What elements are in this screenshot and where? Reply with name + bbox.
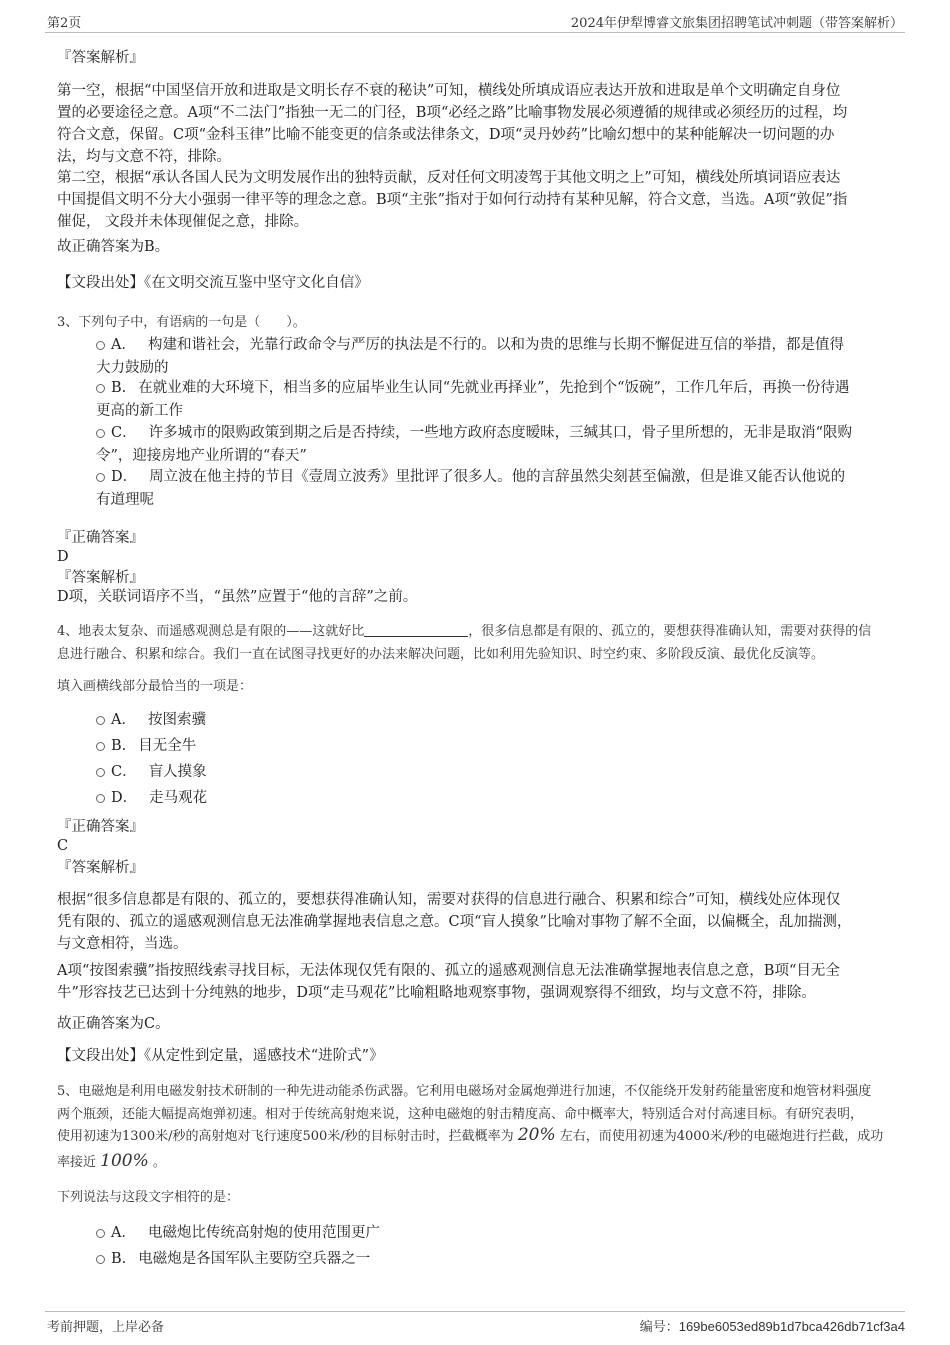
correct-answer-label: 『正确答案』 bbox=[57, 530, 144, 546]
header-divider bbox=[45, 32, 905, 33]
question-prompt: 填入画横线部分最恰当的一项是： bbox=[57, 679, 253, 694]
question-stem: 4、地表太复杂、而遥感观测总是有限的——这就好比 ，很多信息都是有限的、孤立的，要想获得准确认知，需要对获得的信 息进行融合、积累和综合。我们一直在试图寻找更好的办法来解决问题，比如利用先验知识、时空约束、多阶段反演、最优化反演等。 bbox=[57, 624, 872, 662]
text-line: 催促， 文段并未体现催促之意，排除。 bbox=[57, 214, 309, 230]
text-line: 法，均与文意不符，排除。 bbox=[57, 149, 231, 165]
text-line: 中国提倡文明不分大小强弱一律平等的理念之意。B项“主张”指对于如何行动持有某种见解，符合文意，当选。A项“敦促”指 bbox=[57, 192, 848, 208]
answer-conclusion: 故正确答案为B。 bbox=[57, 239, 170, 255]
radio-circle-icon[interactable] bbox=[96, 429, 105, 438]
radio-circle-icon[interactable] bbox=[96, 341, 105, 350]
radio-circle-icon[interactable] bbox=[96, 1255, 105, 1264]
analysis-label: 『答案解析』 bbox=[57, 860, 144, 876]
question-stem: 5、电磁炮是利用电磁发射技术研制的一种先进动能杀伤武器。它利用电磁场对金属炮弹进行加速，不仅能绕开发射药能量密度和炮管材料强度 两个瓶颈，还能大幅提高炮弹初速。相对于传统高射炮来说，这种电磁炮的射击精度高、命中概率大，特别适合对付高速目标。有研究表明， bbox=[57, 1084, 872, 1122]
analysis-paragraph bbox=[57, 167, 887, 233]
radio-circle-icon[interactable] bbox=[96, 1229, 105, 1238]
option-b[interactable]: B. 在就业难的大环境下，相当多的应届毕业生认同“先就业再择业”，先抢到个“饭碗”，工作几年后，再换一份待遇 更高的新工作 bbox=[96, 380, 850, 419]
text-line: 第一空，根据“中国坚信开放和进取是文明长存不衰的秘诀”可知，横线处所填成语应表达开放和进取是单个文明确定自身位 bbox=[57, 83, 841, 99]
radio-circle-icon[interactable] bbox=[96, 768, 105, 777]
option-d[interactable]: D． 走马观花 bbox=[96, 787, 886, 810]
question-stem: 率接近 100% 。 bbox=[57, 1151, 166, 1171]
option-a[interactable]: A． 电磁炮比传统高射炮的使用范围更广 bbox=[96, 1222, 886, 1245]
analysis-paragraph bbox=[57, 960, 887, 1004]
text-line: 置的必要途径之意。A项“不二法门”指独一无二的门径，B项“必经之路”比喻事物发展必须遵循的规律或必须经历的过程，均 bbox=[57, 105, 848, 121]
math-percent: 100% bbox=[100, 1151, 149, 1171]
radio-circle-icon[interactable] bbox=[96, 384, 105, 393]
footer-divider bbox=[45, 1311, 905, 1312]
analysis-label: 『答案解析』 bbox=[57, 570, 144, 586]
option-c[interactable]: C． 许多城市的限购政策到期之后是否持续，一些地方政府态度暧昧，三缄其口，骨子里所想的，无非是取消“限购 令”，迎接房地产业所谓的“春天” bbox=[96, 425, 853, 464]
correct-answer: D bbox=[57, 549, 69, 565]
text-line: 凭有限的、孤立的遥感观测信息无法准确掌握地表信息之意。C项“盲人摸象”比喻对事物了解不全面，以偏概全，乱加揣测， bbox=[57, 914, 852, 930]
question-stem: 使用初速为1300米/秒的高射炮对飞行速度500米/秒的目标射击时，拦截概率为 20% 左右，而使用初速为4000米/秒的电磁炮进行拦截，成功 bbox=[57, 1125, 884, 1145]
option-d[interactable]: D． 周立波在他主持的节目《壹周立波秀》里批评了很多人。他的言辞虽然尖刻甚至偏激，但是谁又能否认他说的 有道理呢 bbox=[96, 469, 846, 508]
text-line: A项“按图索骥”指按照线索寻找目标，无法体现仅凭有限的、孤立的遥感观测信息无法准确掌握地表信息之意，B项“目无全 bbox=[57, 963, 840, 979]
document-code: 编号：169be6053ed89b1d7bca426db71cf3a4 bbox=[639, 1319, 905, 1335]
analysis-paragraph bbox=[57, 80, 887, 168]
radio-circle-icon[interactable] bbox=[96, 716, 105, 725]
radio-circle-icon[interactable] bbox=[96, 742, 105, 751]
analysis-text: D项，关联词语序不当，“虽然”应置于“他的言辞”之前。 bbox=[57, 589, 418, 605]
source-citation: 【文段出处】《从定性到定量，遥感技术“进阶式”》 bbox=[57, 1048, 384, 1064]
page-number: 第2页 bbox=[47, 16, 82, 31]
option-b[interactable]: B. 电磁炮是各国军队主要防空兵器之一 bbox=[96, 1248, 886, 1271]
option-c[interactable]: C． 盲人摸象 bbox=[96, 761, 886, 784]
analysis-paragraph bbox=[57, 889, 887, 955]
radio-circle-icon[interactable] bbox=[96, 794, 105, 803]
answer-conclusion: 故正确答案为C。 bbox=[57, 1016, 170, 1032]
text-line: 根据“很多信息都是有限的、孤立的，要想获得准确认知，需要对获得的信息进行融合、积累和综合”可知，横线处应体现仅 bbox=[57, 892, 841, 908]
document-title: 2024年伊犁博睿文旅集团招聘笔试冲刺题（带答案解析） bbox=[570, 16, 903, 31]
text-line: 第二空，根据“承认各国人民为文明发展作出的独特贡献，反对任何文明凌驾于其他文明之上”可知，横线处所填词语应表达 bbox=[57, 170, 841, 186]
answer-blank bbox=[364, 624, 468, 637]
question-prompt: 下列说法与这段文字相符的是： bbox=[57, 1190, 240, 1205]
correct-answer: C bbox=[57, 838, 69, 854]
math-percent: 20% bbox=[517, 1125, 556, 1145]
radio-circle-icon[interactable] bbox=[96, 473, 105, 482]
text-line: 牛”形容技艺已达到十分纯熟的地步，D项“走马观花”比喻粗略地观察事物，强调观察得不细致，均与文意不符，排除。 bbox=[57, 985, 816, 1001]
source-citation: 【文段出处】《在文明交流互鉴中坚守文化自信》 bbox=[57, 275, 369, 291]
question-stem: 3、下列句子中，有语病的一句是（ ）。 bbox=[57, 315, 306, 330]
text-line: 与文意相符，当选。 bbox=[57, 936, 188, 952]
analysis-label: 『答案解析』 bbox=[57, 50, 144, 66]
option-a[interactable]: A． 构建和谐社会，光靠行政命令与严厉的执法是不行的。以和为贵的思维与长期不懈促进互信的举措，都是值得 大力鼓励的 bbox=[96, 337, 844, 376]
footer-slogan: 考前押题，上岸必备 bbox=[47, 1320, 165, 1335]
text-line: 符合文意，保留。C项“金科玉律”比喻不能变更的信条或法律条文，D项“灵丹妙药”比喻幻想中的某种能解决一切问题的办 bbox=[57, 127, 835, 143]
option-b[interactable]: B. 目无全牛 bbox=[96, 735, 886, 758]
option-a[interactable]: A． 按图索骥 bbox=[96, 709, 886, 732]
correct-answer-label: 『正确答案』 bbox=[57, 819, 144, 835]
